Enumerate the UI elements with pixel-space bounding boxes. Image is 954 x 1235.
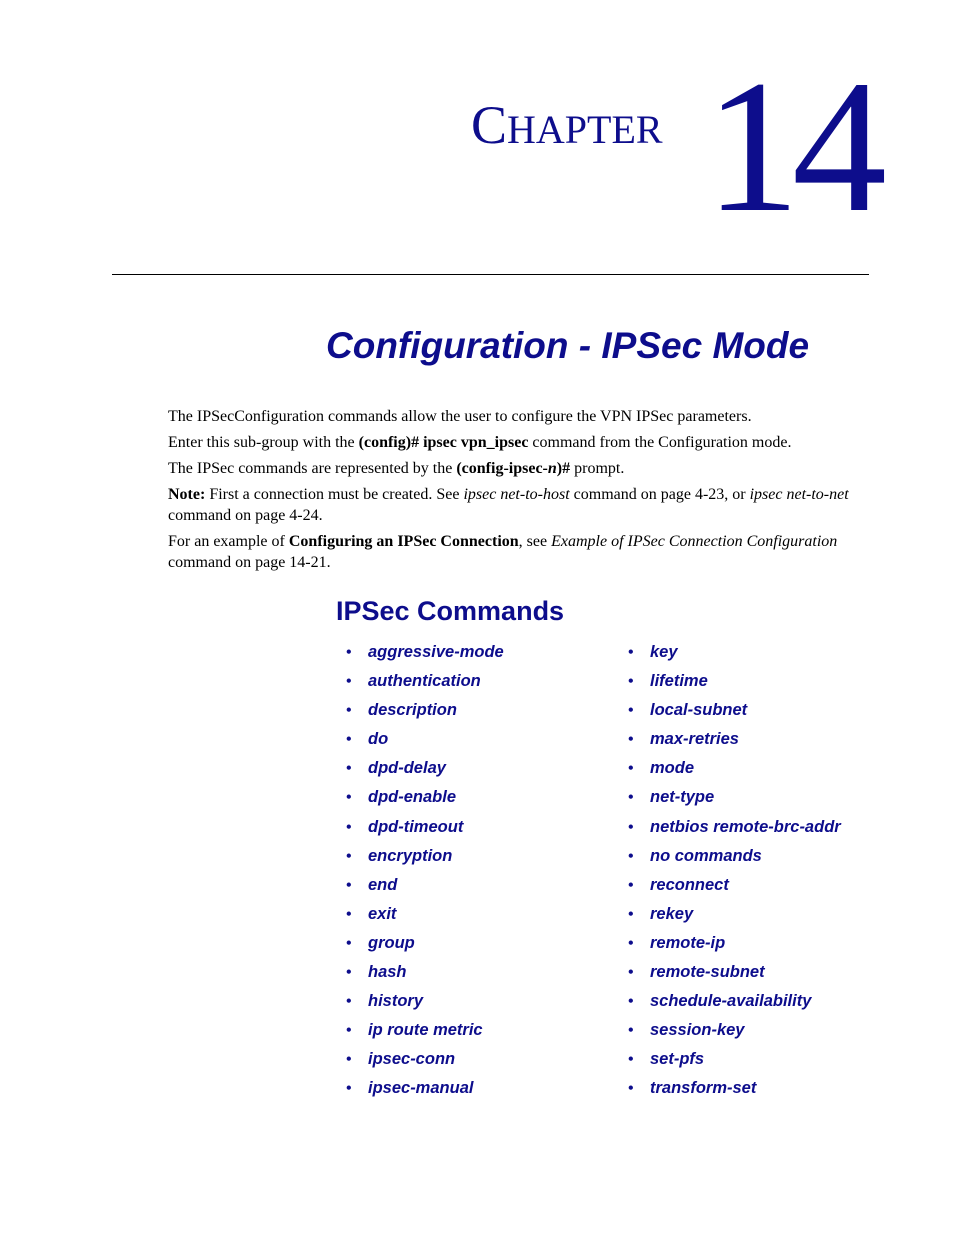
- bold-term: Configuring an IPSec Connection: [288, 533, 519, 550]
- bullet-icon: •: [628, 1051, 634, 1069]
- command-link-label: history: [368, 992, 424, 1011]
- bullet-icon: •: [346, 964, 352, 982]
- command-link[interactable]: [628, 1076, 841, 1105]
- bullet-icon: •: [628, 905, 634, 923]
- command-link[interactable]: [346, 1018, 504, 1047]
- bullet-icon: •: [628, 876, 634, 894]
- text: For an example of: [168, 533, 289, 550]
- example-paragraph: [168, 531, 870, 573]
- prompt-variable: n: [547, 460, 557, 477]
- intro-paragraph-2: [168, 432, 870, 453]
- command-link[interactable]: [628, 756, 841, 785]
- command-link[interactable]: [628, 1018, 841, 1047]
- command-link-label: group: [368, 933, 415, 952]
- bullet-icon: •: [628, 1080, 634, 1098]
- bullet-icon: •: [346, 673, 352, 691]
- command-link-label: do: [368, 730, 389, 749]
- text: command on page 14-21.: [168, 554, 331, 571]
- bullet-icon: •: [346, 1051, 352, 1069]
- prompt-start: (config-ipsec-: [456, 460, 548, 477]
- command-link[interactable]: [628, 902, 841, 931]
- bullet-icon: •: [346, 1022, 352, 1040]
- command-link-label: authentication: [368, 672, 481, 691]
- command-link[interactable]: [346, 756, 504, 785]
- command-link[interactable]: [346, 698, 504, 727]
- command-link-label: max-retries: [650, 730, 739, 749]
- command-link-label: ipsec-conn: [368, 1050, 456, 1069]
- command-link-label: netbios remote-brc-addr: [650, 817, 841, 836]
- command-link[interactable]: [628, 669, 841, 698]
- command-list-left: [346, 640, 504, 1106]
- text: command from the Configuration mode.: [528, 434, 792, 451]
- command-link-label: schedule-availability: [650, 992, 812, 1011]
- command-link[interactable]: [346, 931, 504, 960]
- bullet-icon: •: [346, 789, 352, 807]
- page-title: Configuration - IPSec Mode: [326, 325, 810, 366]
- command-link-label: dpd-enable: [368, 788, 457, 807]
- command-link[interactable]: [628, 1047, 841, 1076]
- command-link[interactable]: [628, 989, 841, 1018]
- command-link-label: session-key: [650, 1021, 745, 1040]
- text: command on page 4-23, or: [569, 486, 750, 503]
- command-link[interactable]: [346, 1047, 504, 1076]
- command-link[interactable]: [346, 844, 504, 873]
- bullet-icon: •: [628, 847, 634, 865]
- command-link[interactable]: [628, 844, 841, 873]
- command-link[interactable]: [628, 727, 841, 756]
- text: Enter this sub-group with the: [168, 434, 359, 451]
- command-link-label: ip route metric: [368, 1021, 483, 1040]
- intro-text: [168, 406, 870, 578]
- command-link-label: aggressive-mode: [368, 643, 504, 661]
- bullet-icon: •: [628, 964, 634, 982]
- cross-reference: ipsec net-to-host: [463, 486, 570, 503]
- command-link-label: mode: [650, 759, 695, 778]
- bullet-icon: •: [628, 789, 634, 807]
- command-link-label: exit: [368, 904, 397, 923]
- bullet-icon: •: [346, 760, 352, 778]
- command-list-right: [628, 640, 841, 1106]
- command-link[interactable]: [628, 640, 841, 669]
- bullet-icon: •: [346, 847, 352, 865]
- command-link[interactable]: [628, 873, 841, 902]
- command-link-label: dpd-delay: [368, 759, 446, 778]
- command-link[interactable]: [346, 727, 504, 756]
- command-link-label: lifetime: [650, 672, 708, 691]
- command-link-label: description: [368, 701, 457, 720]
- command-link-label: end: [368, 875, 398, 894]
- bullet-icon: •: [346, 1080, 352, 1098]
- command-link[interactable]: [346, 873, 504, 902]
- bullet-icon: •: [346, 876, 352, 894]
- bullet-icon: •: [346, 993, 352, 1011]
- bullet-icon: •: [346, 702, 352, 720]
- command-link[interactable]: [628, 960, 841, 989]
- command-link[interactable]: [628, 815, 841, 844]
- bullet-icon: •: [346, 731, 352, 749]
- command-link-label: reconnect: [650, 875, 729, 894]
- command-link[interactable]: [346, 902, 504, 931]
- bullet-icon: •: [628, 993, 634, 1011]
- command-link-label: net-type: [650, 788, 715, 807]
- chapter-number: 14: [705, 42, 879, 252]
- command-link-label: hash: [368, 963, 407, 982]
- command-link-label: dpd-timeout: [368, 817, 464, 836]
- prompt-name: [456, 460, 570, 477]
- bullet-icon: •: [628, 702, 634, 720]
- bullet-icon: •: [346, 818, 352, 836]
- bullet-icon: •: [628, 818, 634, 836]
- bullet-icon: •: [628, 673, 634, 691]
- bullet-icon: •: [628, 760, 634, 778]
- command-link[interactable]: [346, 640, 504, 669]
- text: prompt.: [570, 460, 625, 477]
- chapter-label-initial: C: [471, 95, 508, 155]
- header-divider: [112, 274, 869, 275]
- bullet-icon: •: [346, 644, 352, 661]
- command-link[interactable]: [346, 815, 504, 844]
- command-link-label: set-pfs: [650, 1050, 705, 1069]
- command-link[interactable]: [346, 785, 504, 814]
- bullet-icon: •: [628, 934, 634, 952]
- command-link-label: ipsec-manual: [368, 1079, 474, 1098]
- text: , see: [518, 533, 552, 550]
- bullet-icon: •: [628, 644, 634, 661]
- text: command on page 4-24.: [168, 507, 323, 524]
- chapter-label: [471, 95, 663, 155]
- note-label: Note:: [168, 486, 206, 503]
- cross-reference: ipsec net-to-net: [749, 486, 849, 503]
- command-link[interactable]: [346, 960, 504, 989]
- intro-paragraph-3: [168, 458, 870, 479]
- text: First a connection must be created. See: [205, 486, 464, 503]
- cross-reference: Example of IPSec Connection Configuration: [551, 533, 838, 550]
- bullet-icon: •: [628, 731, 634, 749]
- chapter-label-rest: HAPTER: [507, 107, 663, 152]
- bullet-icon: •: [346, 934, 352, 952]
- command-link-label: transform-set: [650, 1079, 757, 1098]
- command-link-label: key: [650, 643, 678, 661]
- section-title: IPSec Commands: [336, 596, 565, 626]
- intro-paragraph-1: The IPSecConfiguration commands allow the user to configure the VPN IPSec parameters.: [168, 408, 752, 425]
- command-link[interactable]: [346, 989, 504, 1018]
- command-name: (config)# ipsec vpn_ipsec: [358, 434, 529, 451]
- prompt-end: )#: [556, 460, 571, 477]
- note-paragraph: [168, 484, 870, 526]
- command-link[interactable]: [346, 1076, 504, 1105]
- command-link-label: local-subnet: [650, 701, 748, 720]
- command-link-label: no commands: [650, 846, 762, 865]
- bullet-icon: •: [346, 905, 352, 923]
- text: The IPSec commands are represented by the: [168, 460, 457, 477]
- command-link[interactable]: [628, 931, 841, 960]
- command-link[interactable]: [628, 785, 841, 814]
- bullet-icon: •: [628, 1022, 634, 1040]
- command-link-label: rekey: [650, 904, 694, 923]
- command-link-label: remote-subnet: [650, 963, 765, 982]
- command-link[interactable]: [628, 698, 841, 727]
- command-link-label: encryption: [368, 846, 453, 865]
- command-link-label: remote-ip: [650, 933, 726, 952]
- command-link[interactable]: [346, 669, 504, 698]
